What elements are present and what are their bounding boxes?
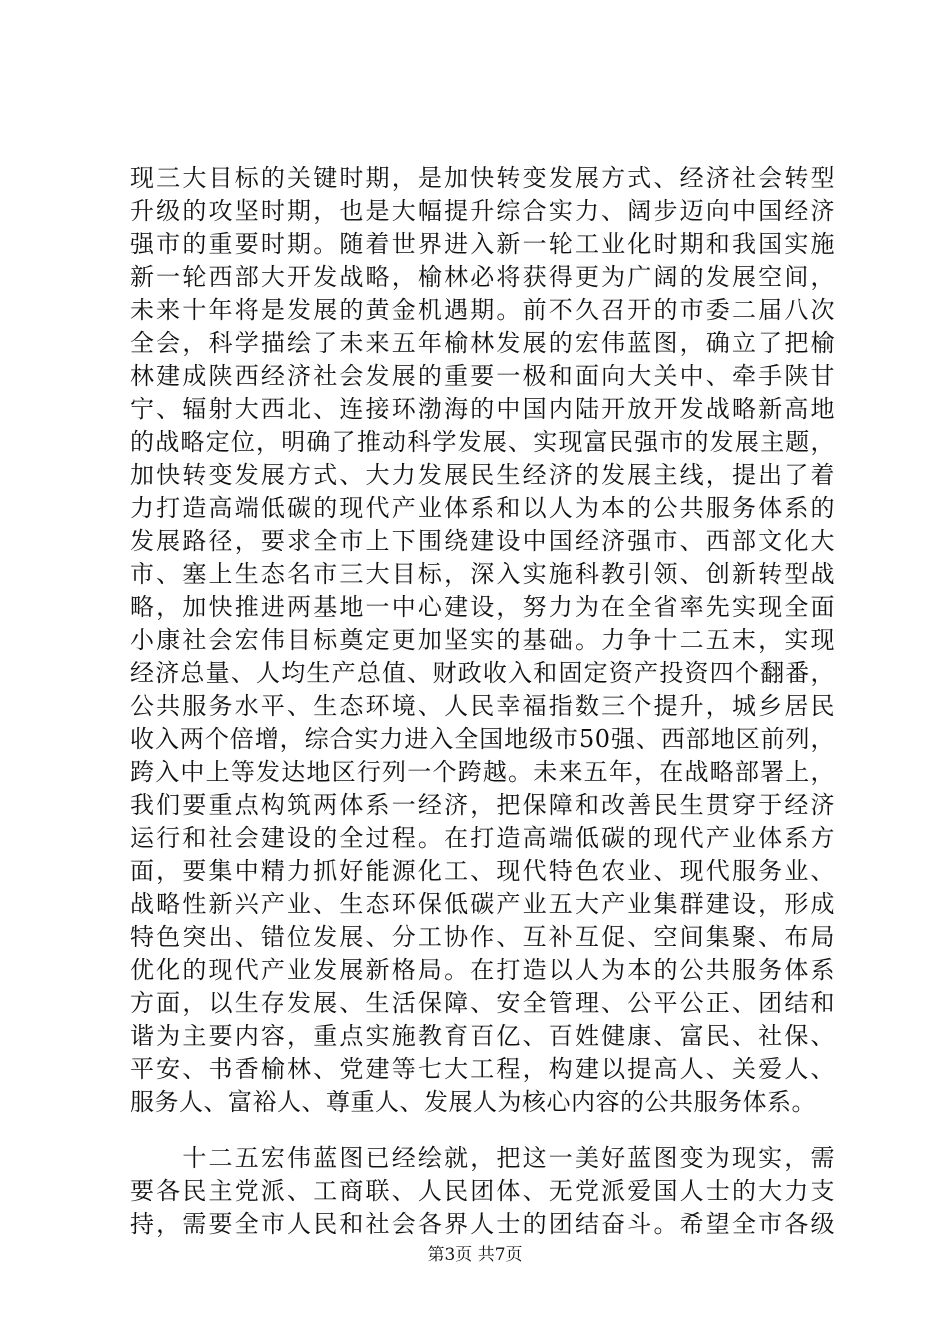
text-line: 新一轮西部大开发战略，榆林必将获得更为广阔的发展空间， (130, 263, 835, 291)
text-line: 未来十年将是发展的黄金机遇期。前不久召开的市委二届八次 (130, 296, 835, 324)
text-line: 运行和社会建设的全过程。在打造高端低碳的现代产业体系方 (130, 824, 835, 852)
text-line: 面，要集中精力抓好能源化工、现代特色农业、现代服务业、 (130, 857, 835, 885)
text-line: 平安、书香榆林、党建等七大工程，构建以提高人、关爱人、 (130, 1055, 835, 1083)
text-line: 收入两个倍增，综合实力进入全国地级市50强、西部地区前列， (130, 725, 835, 753)
text-line: 加快转变发展方式、大力发展民生经济的发展主线，提出了着 (130, 461, 835, 489)
text-line: 经济总量、人均生产总值、财政收入和固定资产投资四个翻番， (130, 659, 835, 687)
text-line: 略，加快推进两基地一中心建设，努力为在全省率先实现全面 (130, 593, 835, 621)
text-line: 服务人、富裕人、尊重人、发展人为核心内容的公共服务体系。 (130, 1088, 816, 1116)
text-line: 发展路径，要求全市上下围绕建设中国经济强市、西部文化大 (130, 527, 835, 555)
text-line: 十二五宏伟蓝图已经绘就，把这一美好蓝图变为现实，需 (130, 1144, 835, 1172)
body-text (130, 162, 835, 1241)
text-line: 全会，科学描绘了未来五年榆林发展的宏伟蓝图，确立了把榆 (130, 329, 835, 357)
paragraph-2 (130, 1142, 835, 1241)
text-line: 宁、辐射大西北、连接环渤海的中国内陆开放开发战略新高地 (130, 395, 835, 423)
text-line: 特色突出、错位发展、分工协作、互补互促、空间集聚、布局 (130, 923, 835, 951)
text-line: 市、塞上生态名市三大目标，深入实施科教引领、创新转型战 (130, 560, 835, 588)
text-line: 谐为主要内容，重点实施教育百亿、百姓健康、富民、社保、 (130, 1022, 835, 1050)
text-line: 公共服务水平、生态环境、人民幸福指数三个提升，城乡居民 (130, 692, 835, 720)
text-line: 优化的现代产业发展新格局。在打造以人为本的公共服务体系 (130, 956, 835, 984)
text-line: 跨入中上等发达地区行列一个跨越。未来五年，在战略部署上， (130, 758, 835, 786)
text-line: 小康社会宏伟目标奠定更加坚实的基础。力争十二五末，实现 (130, 626, 835, 654)
text-line: 升级的攻坚时期，也是大幅提升综合实力、阔步迈向中国经济 (130, 197, 835, 225)
text-line: 持，需要全市人民和社会各界人士的团结奋斗。希望全市各级 (130, 1210, 835, 1238)
text-line: 的战略定位，明确了推动科学发展、实现富民强市的发展主题， (130, 428, 835, 456)
paragraph-spacer (130, 1119, 835, 1142)
page-footer (0, 1244, 950, 1266)
text-line: 力打造高端低碳的现代产业体系和以人为本的公共服务体系的 (130, 494, 835, 522)
text-line: 战略性新兴产业、生态环保低碳产业五大产业集群建设，形成 (130, 890, 835, 918)
text-line: 要各民主党派、工商联、人民团体、无党派爱国人士的大力支 (130, 1177, 835, 1205)
text-line: 林建成陕西经济社会发展的重要一极和面向大关中、牵手陕甘 (130, 362, 835, 390)
text-line: 强市的重要时期。随着世界进入新一轮工业化时期和我国实施 (130, 230, 835, 258)
paragraph-1 (130, 162, 835, 1119)
page-number: 第3页 共7页 (427, 1245, 523, 1265)
text-line: 现三大目标的关键时期，是加快转变发展方式、经济社会转型 (130, 164, 835, 192)
text-line: 方面，以生存发展、生活保障、安全管理、公平公正、团结和 (130, 989, 835, 1017)
text-line: 我们要重点构筑两体系一经济，把保障和改善民生贯穿于经济 (130, 791, 835, 819)
